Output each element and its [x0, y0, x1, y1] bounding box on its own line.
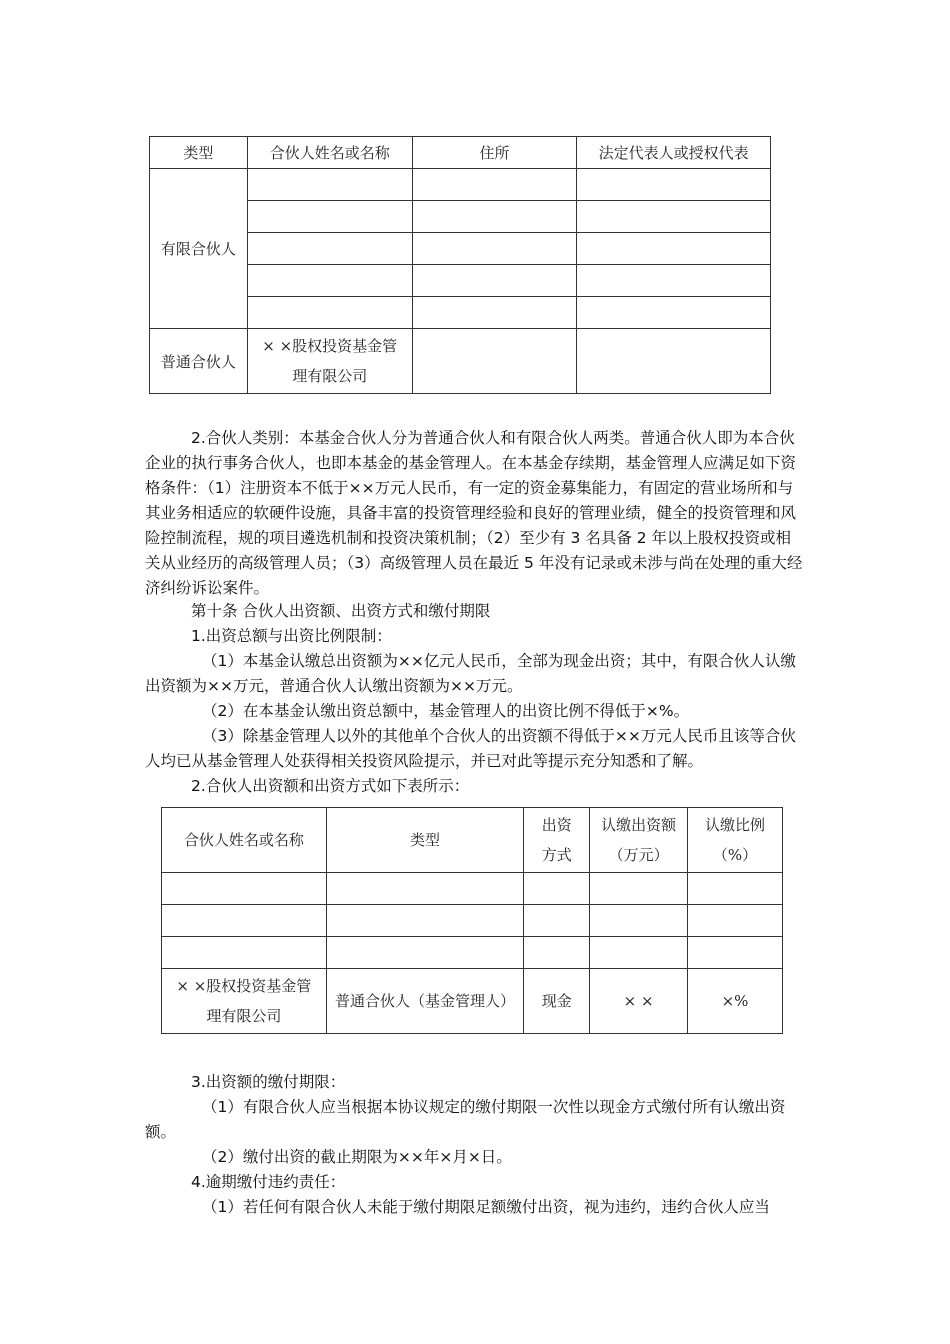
article-10-heading: 第十条 合伙人出资额、出资方式和缴付期限	[191, 602, 491, 620]
table-cell	[412, 329, 577, 394]
table-cell	[577, 233, 771, 265]
table-cell	[412, 201, 577, 233]
section-1-item-1: （1）本基金认缴总出资额为××亿元人民币，全部为现金出资；其中，有限合伙人认缴出资额为××万元，普通合伙人认缴出资额为××万元。	[145, 652, 796, 695]
header-cell: 类型	[326, 808, 524, 873]
table-cell	[162, 873, 327, 905]
table-cell	[247, 201, 412, 233]
table-cell: ×%	[688, 969, 783, 1034]
table-cell	[577, 329, 771, 394]
table-header-row	[150, 137, 771, 169]
table-cell: × ×	[590, 969, 688, 1034]
table-cell	[412, 265, 577, 297]
header-cell: 认缴出资额（万元）	[590, 808, 688, 873]
table-cell	[590, 937, 688, 969]
table-cell	[590, 873, 688, 905]
table-cell	[162, 905, 327, 937]
table-cell	[247, 233, 412, 265]
table-row	[150, 169, 771, 201]
section-3-item-2: （2）缴付出资的截止期限为××年×月×日。	[202, 1148, 512, 1166]
table-row	[162, 937, 783, 969]
table-cell	[326, 873, 524, 905]
table-cell	[326, 937, 524, 969]
table-cell	[688, 905, 783, 937]
section-4-item-1: （1）若任何有限合伙人未能于缴付期限足额缴付出资，视为违约，违约合伙人应当	[202, 1198, 770, 1216]
table-cell	[412, 233, 577, 265]
table-cell	[688, 937, 783, 969]
table-cell: 普通合伙人（基金管理人）	[326, 969, 524, 1034]
header-cell: 合伙人姓名或名称	[247, 137, 412, 169]
table-cell	[590, 905, 688, 937]
table-cell	[524, 937, 590, 969]
table-cell	[247, 265, 412, 297]
section-2-heading: 2.合伙人出资额和出资方式如下表所示：	[191, 777, 470, 795]
header-cell: 住所	[412, 137, 577, 169]
header-cell: 类型	[150, 137, 248, 169]
table-cell	[326, 905, 524, 937]
table-cell	[524, 873, 590, 905]
section-4-heading: 4.逾期缴付违约责任：	[191, 1173, 346, 1191]
contribution-table	[161, 807, 783, 1034]
table-cell	[688, 873, 783, 905]
table-cell	[247, 169, 412, 201]
table-cell	[577, 169, 771, 201]
general-partner-name: × ×股权投资基金管理有限公司	[247, 329, 412, 394]
table-row	[162, 905, 783, 937]
table-cell	[524, 905, 590, 937]
table-row	[162, 873, 783, 905]
header-cell: 出资方式	[524, 808, 590, 873]
table-cell: × ×股权投资基金管理有限公司	[162, 969, 327, 1034]
section-1-item-3: （3）除基金管理人以外的其他单个合伙人的出资额不得低于××万元人民币且该等合伙人均已从基金管理人处获得相关投资风险提示，并已对此等提示充分知悉和了解。	[145, 727, 796, 770]
general-partner-label: 普通合伙人	[150, 329, 248, 394]
table-cell	[577, 201, 771, 233]
table-cell	[577, 297, 771, 329]
table-cell	[412, 297, 577, 329]
section-3-item-1: （1）有限合伙人应当根据本协议规定的缴付期限一次性以现金方式缴付所有认缴出资额。	[145, 1098, 786, 1141]
header-cell: 合伙人姓名或名称	[162, 808, 327, 873]
header-cell: 法定代表人或授权代表	[577, 137, 771, 169]
table-header-row	[162, 808, 783, 873]
table-cell	[412, 169, 577, 201]
table-cell	[247, 297, 412, 329]
table-row	[150, 329, 771, 394]
table-row	[162, 969, 783, 1034]
section-3-heading: 3.出资额的缴付期限：	[191, 1073, 346, 1091]
section-1-item-2: （2）在本基金认缴出资总额中，基金管理人的出资比例不得低于×%。	[202, 702, 690, 720]
header-cell: 认缴比例（%）	[688, 808, 783, 873]
table-cell	[162, 937, 327, 969]
partner-type-paragraph: 2.合伙人类别：本基金合伙人分为普通合伙人和有限合伙人两类。普通合伙人即为本合伙企业的执行事务合伙人，也即本基金的基金管理人。在本基金存续期，基金管理人应满足如下资格条件：（1）注册资本不低于××万元人民币，有一定的资金募集能力，有固定的营业场所和与其业务相适应的软硬件设施，具备丰富的投资管理经验和良好的管理业绩，健全的投资管理和风险控制流程，规的项目遴选机制和投资决策机制；（2）至少有 3 名具备 2 年以上股权投资或相关从业经历的高级管理人员；（3）高级管理人员在最近 5 年没有记录或未涉与尚在处理的重大经济纠纷诉讼案件。	[145, 429, 803, 597]
table-cell	[577, 265, 771, 297]
limited-partner-label: 有限合伙人	[150, 169, 248, 329]
section-1-heading: 1.出资总额与出资比例限制：	[191, 627, 392, 645]
table-cell: 现金	[524, 969, 590, 1034]
partner-list-table	[149, 136, 771, 394]
